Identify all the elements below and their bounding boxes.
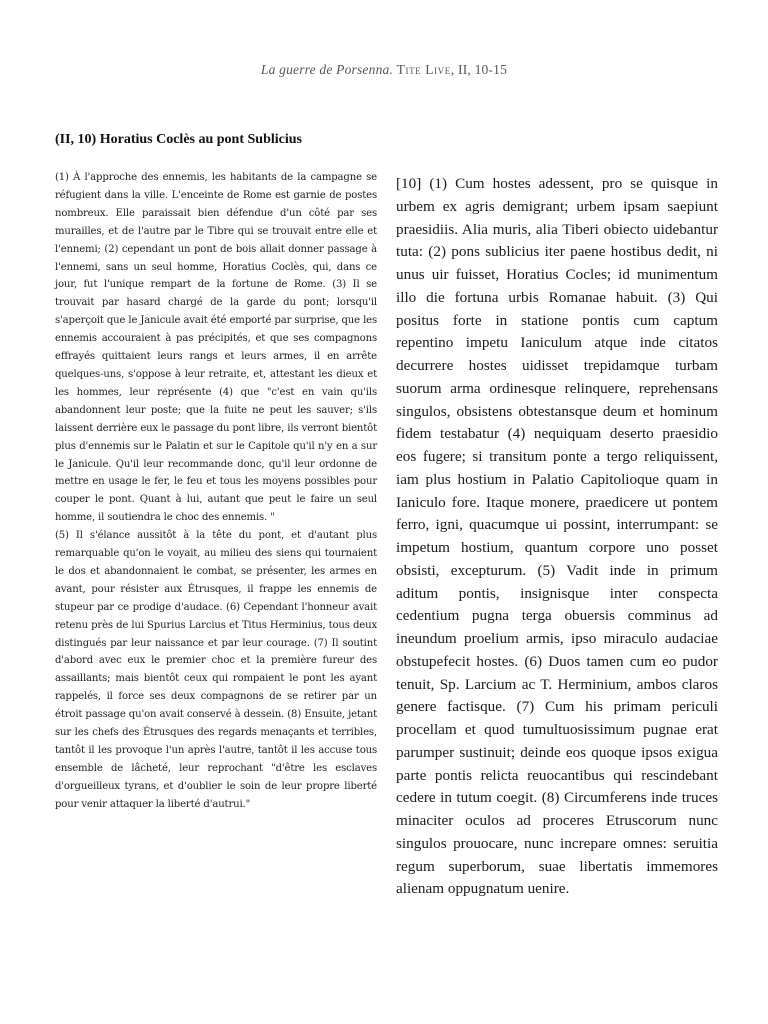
section-title: (II, 10) Horatius Coclès au pont Sublicius [55, 132, 302, 147]
running-header [0, 62, 768, 78]
french-translation-column [55, 169, 377, 814]
header-work-title: La guerre de Porsenna. [260, 62, 394, 77]
french-paragraph-2: (5) Il s'élance aussitôt à la tête du pont, et d'autant plus remarquable qu'on le voyait, au milieu des siens qui tournaient le dos et abandonnaient le combat, se présenter, les armes en avant, pour résister aux Étrusques, il frappe les ennemis de stupeur par ce prodige d'audace. (6) Cependant l'honneur avait retenu près de lui Spurius Larcius et Titus Herminius, tous deux distingués par leur naissance et par leur courage. (7) Il soutint d'abord avec eux le premier choc et la première fureur des assaillants; mais bientôt ceux qui rompaient le pont les ayant rappelés, il force ses deux compagnons de se retirer par un étroit passage qu'on avait conservé à dessein. (8) Ensuite, jetant sur les chefs des Étrusques des regards menaçants et terribles, tantôt il les provoque l'un après l'autre, tantôt il les accuse tous ensemble de lâcheté, leur reprochant "d'être les esclaves d'orgueilleux tyrans, et d'oublier le soin de leur propre liberté pour venir attaquer la liberté d'autrui." [55, 530, 377, 810]
latin-text-column [396, 173, 718, 901]
latin-paragraph: [10] (1) Cum hostes adessent, pro se quisque in urbem ex agris demigrant; urbem ipsam saepiunt praesidiis. Alia muris, alia Tiberi obiecto uidebantur tuta: (2) pons sublicius iter paene hostibus dedit, ni unus uir fuisset, Horatius Cocles; id munimentum illo die fortuna urbis Romanae habuit. (3) Qui positus forte in statione pontis cum captum repentino impetu Ianiculum atque inde citatos decurrere hostes uidisset trepidamque turbam suorum arma ordinesque relinquere, reprehensans singulos, obsistens obtestansque deum et hominum fidem testabatur (4) nequiquam deserto praesidio eos fugere; si transitum ponte a tergo reliquissent, iam plus hostium in Palatio Capitolioque quam in Ianiculo fore. Itaque monere, praedicere ut pontem ferro, igni, quacumque ui possint, interrumpant: se impetum hostium, quantum corpore uno posset obsisti, excepturum. (5) Vadit inde in primum aditum pontis, insignisque inter conspecta cedentium pugna terga obuersis comminus ad ineundum proelium armis, ipso miraculo audaciae obstupefecit hostes. (6) Duos tamen cum eo pudor tenuit, Sp. Larcium ac T. Herminium, ambos claros genere factisque. (7) Cum his primam periculi procellam et quod tumultuosissimum pugnae erat parumper sustinuit; deinde eos quoque ipsos exigua parte pontis relicta reuocantibus qui rescindebant cedere in tutum coegit. (8) Circumferens inde truces minaciter oculos ad proceres Etruscorum nunc singulos prouocare, nunc increpare omnes: seruitia regum superborum, suae libertatis immemores alienam oppugnatum uenire. [396, 175, 718, 898]
header-reference: , II, 10-15 [450, 62, 508, 77]
french-paragraph-1: (1) À l'approche des ennemis, les habitants de la campagne se réfugient dans la ville. L'enceinte de Rome est garnie de postes nombreux. Elle paraissait bien défendue d'un côté par ses murailles, et de l'autre par le Tibre qui se trouvait entre elle et l'ennemi; (2) cependant un pont de bois allait donner passage à l'ennemi, sans un seul homme, Horatius Coclès, qui, dans ce jour, fut l'unique rempart de la fortune de Rome. (3) Il se trouvait par hasard chargé de la garde du pont; lorsqu'il s'aperçoit que le Janicule avait été emporté par surprise, que les ennemis accouraient à pas précipités, et que ses compagnons effrayés quittaient leurs rangs et leurs armes, il en arrête quelques-uns, s'oppose à leur retraite, et, attestant les dieux et les hommes, leur représente (4) que "c'est en vain qu'ils abandonnent leur poste; que la fuite ne peut les sauver; s'ils laissent derrière eux le passage du pont libre, ils verront bientôt plus d'ennemis sur le Palatin et sur le Capitole qu'il n'y en a sur le Janicule. Qu'il leur recommande donc, qu'il leur ordonne de mettre en usage le fer, le feu et tous les moyens possibles pour couper le pont. Quant à lui, autant que peut le faire un seul homme, il soutiendra le choc des ennemis. " [55, 172, 377, 524]
header-author: Tite Live [396, 62, 451, 77]
